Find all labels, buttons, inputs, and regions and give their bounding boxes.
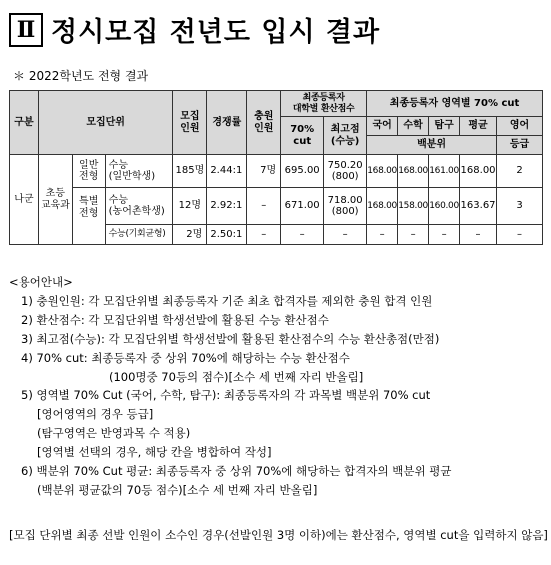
korean-cell: 168.00 [367, 155, 398, 188]
table-row [10, 155, 543, 188]
glossary-item: 6) 백분위 70% Cut 평균: 최종등록자 중 상위 70%에 해당하는 합격자의 백분위 평균 [21, 464, 452, 479]
type-cell: 수능 (일반학생) [105, 155, 173, 188]
glossary-subitem: (백분위 평균값의 70등 점수)[소수 세 번째 자리 반올림] [37, 482, 318, 497]
capacity-cell: 12명 [173, 188, 207, 225]
glossary-subitem: [영역별 선택의 경우, 해당 칸을 병합하여 작성] [37, 445, 272, 460]
header-unit: 모집단위 [38, 91, 173, 155]
max-score-cell: – [324, 225, 367, 245]
header-max-score: 최고점 (수능) [324, 117, 367, 155]
header-ratio: 경쟁률 [207, 91, 247, 155]
ratio-cell: 2.50:1 [207, 225, 247, 245]
glossary-item: 2) 환산점수: 각 모집단위별 학생선발에 활용된 수능 환산점수 [21, 312, 329, 327]
glossary-heading: <용어안내> [9, 275, 73, 289]
results-table [9, 90, 543, 245]
glossary [9, 273, 545, 500]
glossary-subitem: [영어영역의 경우 등급] [37, 407, 154, 422]
max-score-cell: 750.20 (800) [324, 155, 367, 188]
average-cell: – [460, 225, 497, 245]
inquiry-cell: 160.00 [429, 188, 460, 225]
table-row [10, 188, 543, 225]
table-caption: ＊ 2022학년도 전형 결과 [13, 69, 149, 83]
glossary-item: 5) 영역별 70% Cut (국어, 수학, 탐구): 최종등록자의 각 과목별 백분위 70% cut [21, 388, 431, 403]
extra-cell: – [247, 188, 281, 225]
capacity-cell: 185명 [173, 155, 207, 188]
inquiry-cell: 161.00 [429, 155, 460, 188]
ratio-cell: 2.44:1 [207, 155, 247, 188]
extra-cell: – [247, 225, 281, 245]
korean-cell: 168.00 [367, 188, 398, 225]
header-math: 수학 [398, 117, 429, 136]
cut70-cell: – [281, 225, 324, 245]
header-area-cut: 최종등록자 영역별 70% cut [367, 91, 543, 117]
dept-cell: 초등 교육과 [38, 155, 72, 245]
header-grade: 등급 [497, 136, 543, 155]
track-cell: 특별 전형 [72, 188, 105, 245]
capacity-cell: 2명 [173, 225, 207, 245]
english-cell: 2 [497, 155, 543, 188]
header-average: 평균 [460, 117, 497, 136]
ratio-cell: 2.92:1 [207, 188, 247, 225]
cut70-cell: 695.00 [281, 155, 324, 188]
inquiry-cell: – [429, 225, 460, 245]
header-percentile: 백분위 [367, 136, 497, 155]
track-cell: 일반 전형 [72, 155, 105, 188]
korean-cell: – [367, 225, 398, 245]
glossary-subitem: (탐구영역은 반영과목 수 적용) [37, 426, 191, 441]
header-capacity: 모집 인원 [173, 91, 207, 155]
glossary-item: 4) 70% cut: 최종등록자 중 상위 70%에 해당하는 수능 환산점수 [21, 350, 350, 365]
max-score-cell: 718.00 (800) [324, 188, 367, 225]
english-cell: 3 [497, 188, 543, 225]
glossary-item: 3) 최고점(수능): 각 모집단위별 학생선발에 활용된 환산점수의 수능 환산총점(만점) [21, 331, 440, 346]
footnote: [모집 단위별 최종 선발 인원이 소수인 경우(선발인원 3명 이하)에는 환산점수, 영역별 cut을 입력하지 않음] [9, 528, 548, 542]
page-header [9, 10, 380, 49]
math-cell: 158.00 [398, 188, 429, 225]
page-title: 정시모집 전년도 입시 결과 [51, 17, 381, 48]
header-english: 영어 [497, 117, 543, 136]
group-cell: 나군 [10, 155, 39, 245]
cut70-cell: 671.00 [281, 188, 324, 225]
extra-cell: 7명 [247, 155, 281, 188]
type-cell: 수능(기회균형) [105, 225, 173, 245]
glossary-subitem: (100명중 70등의 점수)[소수 세 번째 자리 반올림] [109, 369, 364, 384]
english-cell: – [497, 225, 543, 245]
glossary-item: 1) 충원인원: 각 모집단위별 최종등록자 기준 최초 합격자를 제외한 충원 합격 인원 [21, 293, 433, 308]
average-cell: 168.00 [460, 155, 497, 188]
header-gubun: 구분 [10, 91, 39, 155]
average-cell: 163.67 [460, 188, 497, 225]
header-korean: 국어 [367, 117, 398, 136]
header-cut70: 70% cut [281, 117, 324, 155]
math-cell: 168.00 [398, 155, 429, 188]
header-row-1 [10, 91, 543, 117]
math-cell: – [398, 225, 429, 245]
section-number: Ⅱ [9, 13, 43, 47]
type-cell: 수능 (농어촌학생) [105, 188, 173, 225]
header-univ-score: 최종등록자 대학별 환산점수 [281, 91, 367, 117]
header-extra: 충원 인원 [247, 91, 281, 155]
header-inquiry: 탐구 [429, 117, 460, 136]
